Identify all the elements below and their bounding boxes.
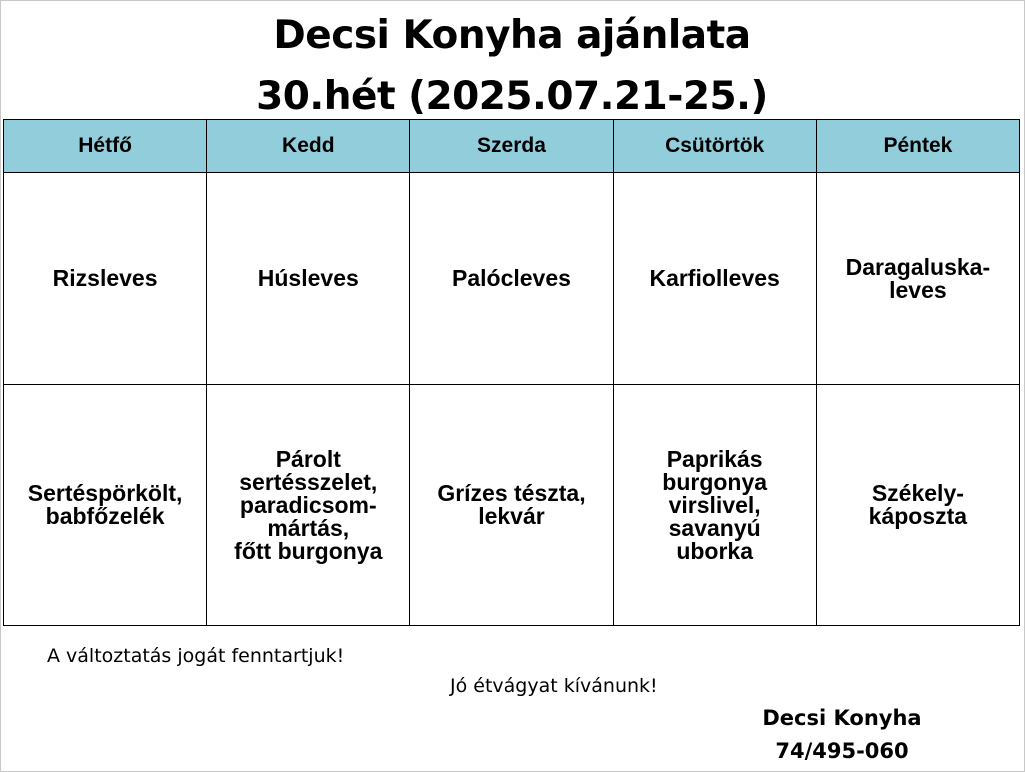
main-thursday (613, 385, 816, 626)
company-name: Decsi Konyha (762, 706, 922, 730)
day-header-monday: Hétfő (4, 120, 207, 173)
main-monday (4, 385, 207, 626)
day-header-row (4, 120, 1020, 173)
soup-tuesday (207, 173, 410, 385)
main-wednesday (410, 385, 613, 626)
soup-tuesday-text: Húsleves (257, 265, 359, 291)
day-header-friday: Péntek (816, 120, 1019, 173)
soup-row (4, 173, 1020, 385)
soup-thursday-text: Karfiolleves (649, 265, 780, 291)
day-header-thursday: Csütörtök (613, 120, 816, 173)
soup-monday (4, 173, 207, 385)
day-header-wednesday: Szerda (410, 120, 613, 173)
main-friday-text: Székely- káposzta (868, 480, 968, 529)
main-tuesday-text: Párolt sertésszelet, paradicsom- mártás, főtt burgonya (234, 445, 383, 564)
soup-thursday (613, 173, 816, 385)
company-phone: 74/495-060 (775, 739, 909, 763)
week-subtitle: 30.hét (2025.07.21-25.) (256, 74, 768, 119)
weekly-menu-table (3, 119, 1020, 626)
soup-friday (816, 173, 1019, 385)
main-wednesday-text: Grízes tészta, lekvár (437, 480, 586, 529)
change-notice: A változtatás jogát fenntartjuk! (47, 645, 345, 667)
soup-wednesday (410, 173, 613, 385)
main-friday (816, 385, 1019, 626)
main-thursday-text: Paprikás burgonya virslivel, savanyú uborka (662, 445, 768, 564)
main-tuesday (207, 385, 410, 626)
bon-appetit-note: Jó étvágyat kívánunk! (450, 675, 658, 697)
main-monday-text: Sertéspörkölt, babfőzelék (27, 480, 183, 529)
soup-wednesday-text: Palócleves (452, 265, 571, 291)
soup-monday-text: Rizsleves (52, 265, 158, 291)
day-header-tuesday: Kedd (207, 120, 410, 173)
soup-friday-text: Daragaluska- leves (845, 253, 991, 303)
page-title: Decsi Konyha ajánlata (273, 13, 751, 58)
main-course-row (4, 385, 1020, 626)
